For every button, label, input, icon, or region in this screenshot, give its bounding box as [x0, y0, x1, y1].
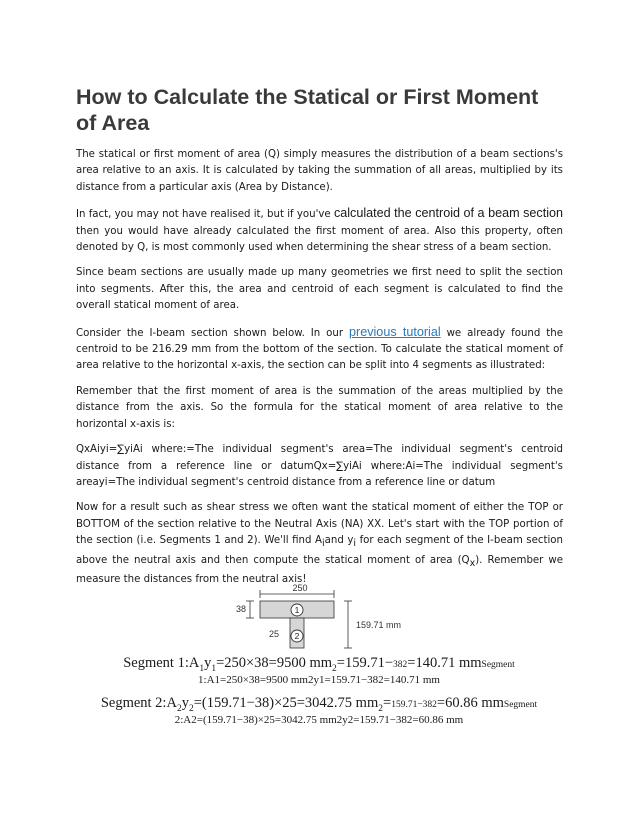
- eq-text: Segment: [503, 700, 538, 710]
- eq-text: Segment: [481, 660, 515, 670]
- eq-text: y: [181, 695, 189, 711]
- eq-text: =: [383, 695, 392, 711]
- eq-text: =60.86 mm: [436, 695, 504, 711]
- centroid-paragraph: [76, 205, 563, 256]
- text-run: and y: [324, 535, 354, 547]
- segment-1-label: 1: [294, 605, 300, 615]
- subscript: i: [321, 538, 325, 550]
- text-run: Consider the I-beam section shown below. In our: [76, 327, 350, 339]
- text-run: ). Remember we measure the distances from the neutral axis!: [76, 554, 564, 585]
- subscript: 2: [176, 703, 182, 714]
- segment-2-equation: [0, 695, 638, 714]
- eq-text: Segment 1:A: [123, 655, 200, 671]
- web-label: 25: [268, 629, 280, 639]
- segment-2-label: 2: [294, 631, 300, 641]
- article-body: [76, 84, 563, 597]
- eq-text: =159.71−: [336, 655, 394, 671]
- top-portion-paragraph: [76, 500, 563, 588]
- subscript: 2: [332, 663, 337, 674]
- segments-paragraph: Since beam sections are usually made up many geometries we first need to split the section into segments. After this, the area and centroid of each segment is calculated to find the overall statical moment of area.: [76, 267, 563, 312]
- segment-2-equation-plain: 2:A2=(159.71−38)×25=3042.75 mm2y2=159.71−382=60.86 mm: [174, 714, 464, 726]
- page-title: How to Calculate the Statical or First Moment of Area: [76, 85, 539, 135]
- text-run: In fact, you may not have realised it, but if you've: [76, 209, 334, 221]
- previous-tutorial-link[interactable]: previous tutorial: [349, 324, 441, 339]
- subscript: x: [469, 557, 476, 569]
- fraction-den: 2: [402, 660, 408, 670]
- flange-label: 38: [235, 604, 247, 614]
- ibeam-paragraph: [76, 324, 563, 375]
- subscript: 1: [199, 663, 205, 674]
- distance-label: 159.71 mm: [356, 620, 402, 630]
- segment-1-equation: [0, 655, 638, 674]
- subscript: i: [353, 538, 357, 550]
- text-run: then you would have already calculated the first moment of area. Also this property, often denoted by Q, is most commonly used when determining the shear stress of a beam section.: [76, 225, 563, 254]
- eq-text: =140.71 mm: [407, 655, 482, 671]
- text-run: we already found the centroid to be 216.29 mm from the bottom of the section. To calculate the statical moment of area relative to the horizontal x-axis, the section can be split into 4 segments as illustrated:: [76, 327, 564, 372]
- ibeam-top-diagram: [224, 582, 424, 652]
- subscript: 2: [188, 703, 194, 714]
- width-label: 250: [292, 583, 308, 593]
- formula-intro-paragraph: Remember that the first moment of area is the summation of the areas multiplied by the distance from the axis. So the formula for the statical moment of area relative to the horizontal x-axis is:: [76, 385, 563, 430]
- fraction-num: 38: [393, 660, 403, 670]
- eq-text: y: [204, 655, 212, 671]
- subscript: 1: [211, 663, 217, 674]
- eq-text: =250×38=9500 mm: [216, 655, 333, 671]
- centroid-link-text: calculated the centroid of a beam section: [333, 206, 563, 221]
- intro-paragraph: The statical or first moment of area (Q) simply measures the distribution of a beam sections's area relative to an axis. It is calculated by taking the summation of all areas, multiplied by its distance from a particular axis (Area by Distance).: [76, 149, 563, 193]
- text-run: for each segment of the I-beam section above the neutral axis and then compute the statical moment of area (Q: [76, 535, 563, 566]
- eq-text: =(159.71−38)×25=3042.75 mm: [193, 695, 379, 711]
- segment-1-equation-plain: 1:A1=250×38=9500 mm2y1=159.71−382=140.71 mm: [198, 674, 440, 686]
- subscript: 2: [378, 703, 383, 714]
- formula-paragraph: QxAiyi=∑yiAi where:=The individual segment's area=The individual segment's centroid distance from a reference line or datumQx=∑yiAi where:Ai=The individual segment's areayi=The individual segment's centroid distance from a reference line or datum: [76, 444, 563, 488]
- eq-text: Segment 2:A: [100, 695, 177, 711]
- fraction-text: 159.71−382: [391, 700, 437, 710]
- text-run: Now for a result such as shear stress we often want the statical moment of either the TOP or BOTTOM of the section relative to the Neutral Axis (NA) XX. Let's start with the TOP portion of the section (i.e. Segments 1 and 2). We'll find A: [76, 502, 563, 547]
